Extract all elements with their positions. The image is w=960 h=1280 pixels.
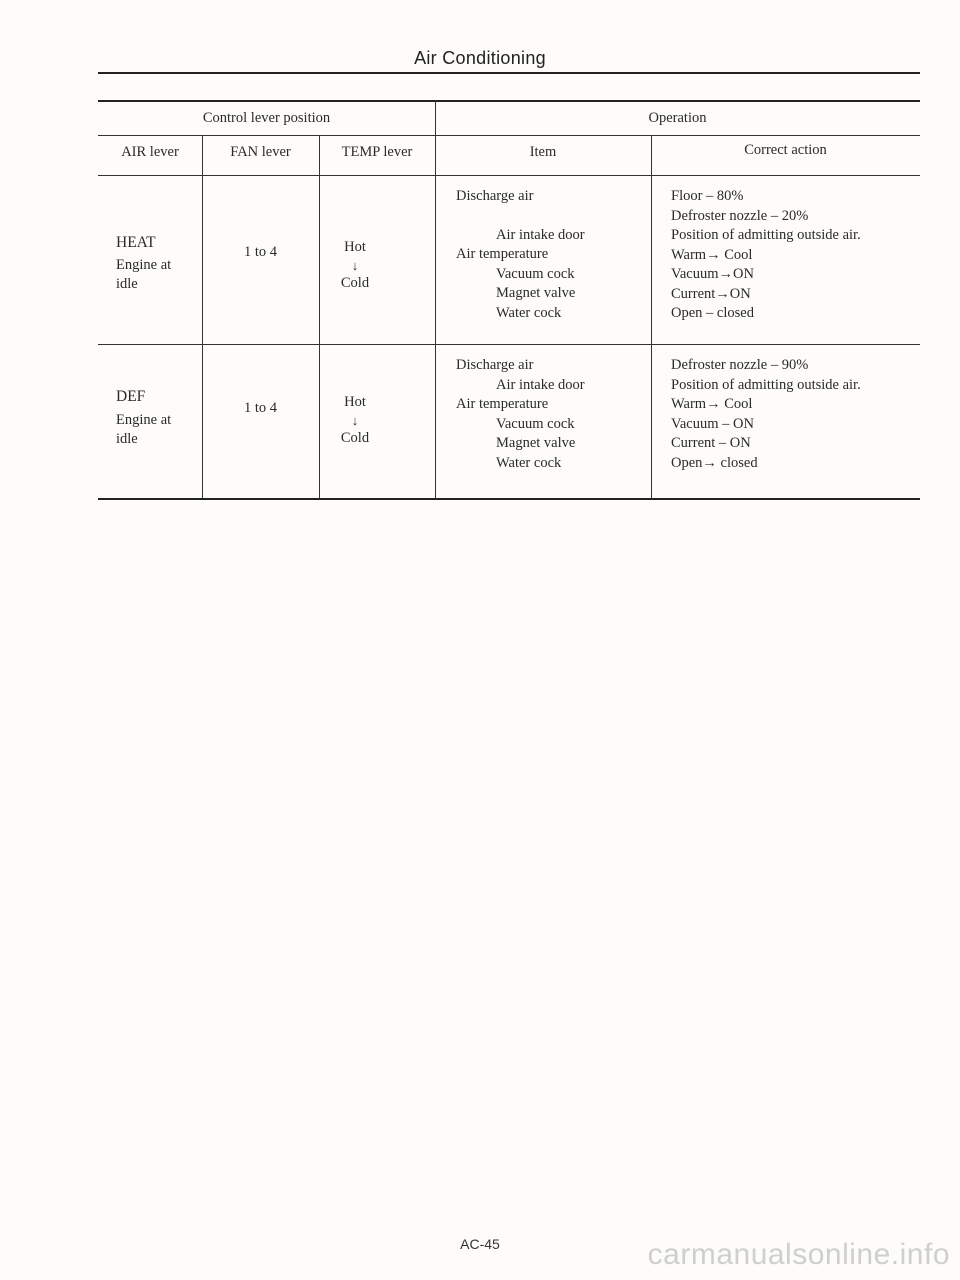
watermark-text: carmanualsonline.info	[647, 1238, 950, 1271]
item-list	[456, 356, 585, 473]
list-item: Water cock	[496, 454, 562, 471]
list-item: Discharge air	[456, 357, 534, 373]
air-lever-note-line: idle	[116, 276, 138, 292]
page-number: AC-45	[460, 1236, 500, 1252]
table-row-def	[116, 387, 171, 450]
temp-to: Cold	[340, 274, 370, 291]
list-item: Magnet valve	[496, 285, 576, 301]
list-item: Air intake door	[496, 376, 585, 393]
list-item: Open→ closed	[671, 454, 758, 471]
list-item: Vacuum cock	[496, 415, 575, 432]
list-item: Magnet valve	[496, 435, 576, 451]
down-arrow-icon: ↓	[351, 412, 359, 428]
list-item: Defroster nozzle – 20%	[671, 207, 809, 224]
list-item: Floor – 80%	[671, 188, 744, 204]
temp-lever-range	[339, 393, 371, 448]
list-item: Discharge air	[456, 188, 534, 204]
col-header-correct-action: Correct action	[744, 142, 827, 158]
group-header-control: Control lever position	[202, 110, 331, 126]
temp-from: Hot	[344, 394, 366, 410]
air-lever-note-line: Engine at	[116, 411, 172, 428]
group-header-operation: Operation	[648, 110, 707, 126]
list-item: Air temperature	[456, 246, 549, 262]
table-bottom-rule	[98, 498, 920, 500]
list-item: Position of admitting outside air.	[671, 376, 861, 393]
list-item: Current – ON	[671, 435, 751, 451]
item-list	[456, 187, 585, 323]
air-lever-note-line: Engine at	[116, 256, 172, 273]
group-header-rule	[98, 135, 920, 136]
list-item: Warm→ Cool	[671, 396, 753, 412]
list-item: Water cock	[496, 304, 562, 321]
list-item: Vacuum – ON	[671, 415, 754, 432]
temp-from: Hot	[344, 239, 366, 255]
list-item: Defroster nozzle – 90%	[671, 357, 809, 373]
col-header-item: Item	[529, 144, 557, 160]
list-item: Air temperature	[456, 396, 549, 412]
table-top-rule	[98, 100, 920, 102]
list-item: Vacuum→ON	[671, 266, 754, 282]
temp-to: Cold	[340, 429, 370, 446]
header-rule	[98, 72, 920, 74]
fan-lever-value: 1 to 4	[243, 244, 278, 260]
action-list	[671, 187, 861, 324]
list-item: Vacuum cock	[496, 265, 575, 282]
down-arrow-icon: ↓	[351, 257, 359, 273]
list-item: Warm→ Cool	[671, 246, 753, 263]
column-header-rule	[98, 175, 920, 176]
air-lever-def: DEF	[116, 388, 146, 405]
operation-table	[98, 100, 920, 500]
action-list	[671, 356, 861, 473]
col-divider-2	[319, 135, 320, 498]
col-divider-4	[651, 135, 652, 498]
list-item: Position of admitting outside air.	[671, 227, 861, 243]
fan-lever-value: 1 to 4	[243, 400, 278, 416]
col-header-temp-lever: TEMP lever	[341, 144, 413, 160]
temp-lever-range	[339, 238, 371, 293]
page-title: Air Conditioning	[414, 48, 546, 68]
col-divider-1	[202, 135, 203, 498]
col-header-air-lever: AIR lever	[121, 144, 179, 160]
col-header-fan-lever: FAN lever	[230, 144, 291, 160]
list-item: Open – closed	[671, 305, 754, 321]
table-row-heat	[116, 233, 171, 295]
air-lever-heat: HEAT	[116, 234, 156, 251]
air-lever-note-line: idle	[116, 431, 138, 447]
row-divider	[98, 344, 920, 345]
list-item: Current→ON	[671, 285, 751, 302]
list-item: Air intake door	[496, 226, 585, 243]
